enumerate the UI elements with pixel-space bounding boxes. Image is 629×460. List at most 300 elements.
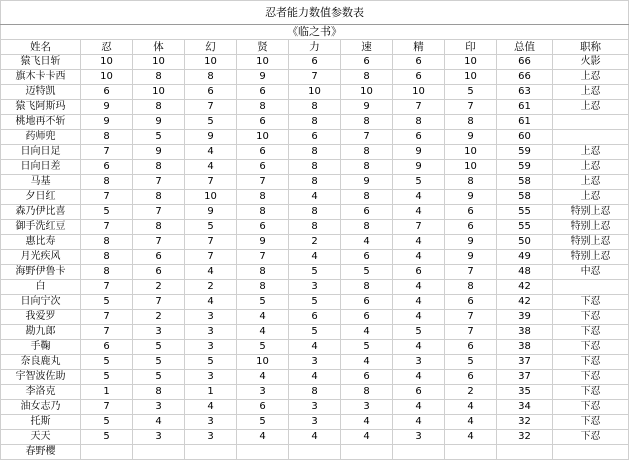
stat-cell[interactable]: 10	[237, 55, 289, 70]
stat-cell[interactable]: 4	[393, 400, 445, 415]
rank-cell[interactable]: 上忍	[553, 70, 629, 85]
header-cell[interactable]: 总值	[497, 40, 553, 55]
stat-cell[interactable]: 3	[185, 325, 237, 340]
stat-cell[interactable]: 3	[185, 430, 237, 445]
stat-cell[interactable]: 9	[445, 190, 497, 205]
stat-cell[interactable]: 4	[289, 370, 341, 385]
stat-cell[interactable]: 6	[393, 130, 445, 145]
stat-cell[interactable]: 10	[237, 355, 289, 370]
stat-cell[interactable]: 7	[133, 295, 185, 310]
stat-cell[interactable]: 7	[445, 265, 497, 280]
total-cell[interactable]: 48	[497, 265, 553, 280]
stat-cell[interactable]: 4	[445, 415, 497, 430]
stat-cell[interactable]: 8	[81, 130, 133, 145]
name-cell[interactable]: 迈特凯	[1, 85, 81, 100]
stat-cell[interactable]: 6	[445, 295, 497, 310]
total-cell[interactable]	[497, 445, 553, 460]
stat-cell[interactable]: 10	[393, 85, 445, 100]
stat-cell[interactable]: 4	[393, 295, 445, 310]
rank-cell[interactable]	[553, 280, 629, 295]
stat-cell[interactable]: 7	[185, 175, 237, 190]
stat-cell[interactable]: 5	[341, 340, 393, 355]
name-cell[interactable]: 药师兜	[1, 130, 81, 145]
rank-cell[interactable]: 下忍	[553, 415, 629, 430]
stat-cell[interactable]: 4	[185, 265, 237, 280]
header-cell[interactable]: 幻	[185, 40, 237, 55]
name-cell[interactable]: 御手洗红豆	[1, 220, 81, 235]
stat-cell[interactable]: 6	[133, 250, 185, 265]
stat-cell[interactable]: 8	[341, 145, 393, 160]
name-cell[interactable]: 猿飞日斩	[1, 55, 81, 70]
stat-cell[interactable]	[289, 445, 341, 460]
stat-cell[interactable]: 8	[133, 385, 185, 400]
name-cell[interactable]: 勘九郎	[1, 325, 81, 340]
rank-cell[interactable]: 下忍	[553, 310, 629, 325]
stat-cell[interactable]: 8	[133, 190, 185, 205]
stat-cell[interactable]: 4	[341, 235, 393, 250]
header-cell[interactable]: 印	[445, 40, 497, 55]
stat-cell[interactable]: 6	[237, 115, 289, 130]
stat-cell[interactable]: 8	[289, 145, 341, 160]
total-cell[interactable]: 59	[497, 145, 553, 160]
stat-cell[interactable]: 9	[445, 235, 497, 250]
stat-cell[interactable]: 6	[341, 310, 393, 325]
stat-cell[interactable]: 4	[289, 340, 341, 355]
stat-cell[interactable]: 8	[341, 190, 393, 205]
stat-cell[interactable]: 6	[393, 70, 445, 85]
stat-cell[interactable]: 8	[81, 235, 133, 250]
rank-cell[interactable]: 特别上忍	[553, 205, 629, 220]
stat-cell[interactable]: 8	[341, 385, 393, 400]
stat-cell[interactable]: 4	[393, 205, 445, 220]
total-cell[interactable]: 61	[497, 115, 553, 130]
stat-cell[interactable]: 7	[445, 100, 497, 115]
stat-cell[interactable]: 8	[81, 175, 133, 190]
stat-cell[interactable]: 9	[237, 70, 289, 85]
stat-cell[interactable]: 3	[237, 385, 289, 400]
stat-cell[interactable]: 3	[185, 310, 237, 325]
name-cell[interactable]: 旗木卡卡西	[1, 70, 81, 85]
stat-cell[interactable]: 8	[237, 190, 289, 205]
stat-cell[interactable]: 5	[81, 355, 133, 370]
stat-cell[interactable]: 10	[445, 145, 497, 160]
stat-cell[interactable]: 9	[341, 100, 393, 115]
stat-cell[interactable]: 5	[237, 415, 289, 430]
stat-cell[interactable]: 5	[185, 220, 237, 235]
sheet-title[interactable]: 忍者能力数值参数表	[1, 1, 629, 25]
stat-cell[interactable]: 6	[393, 385, 445, 400]
stat-cell[interactable]: 3	[341, 400, 393, 415]
stat-cell[interactable]: 1	[185, 385, 237, 400]
stat-cell[interactable]: 5	[237, 340, 289, 355]
name-cell[interactable]: 海野伊鲁卡	[1, 265, 81, 280]
stat-cell[interactable]: 8	[289, 115, 341, 130]
stat-cell[interactable]: 10	[81, 55, 133, 70]
stat-cell[interactable]: 2	[289, 235, 341, 250]
stat-cell[interactable]: 5	[133, 370, 185, 385]
name-cell[interactable]: 日向宁次	[1, 295, 81, 310]
stat-cell[interactable]: 6	[81, 340, 133, 355]
stat-cell[interactable]: 10	[133, 85, 185, 100]
stat-cell[interactable]: 3	[289, 280, 341, 295]
stat-cell[interactable]: 3	[289, 355, 341, 370]
total-cell[interactable]: 49	[497, 250, 553, 265]
stat-cell[interactable]: 6	[237, 400, 289, 415]
rank-cell[interactable]: 下忍	[553, 385, 629, 400]
stat-cell[interactable]: 8	[81, 265, 133, 280]
total-cell[interactable]: 35	[497, 385, 553, 400]
stat-cell[interactable]	[445, 445, 497, 460]
name-cell[interactable]: 李洛克	[1, 385, 81, 400]
stat-cell[interactable]: 5	[133, 130, 185, 145]
rank-cell[interactable]	[553, 130, 629, 145]
stat-cell[interactable]: 4	[393, 310, 445, 325]
rank-cell[interactable]: 下忍	[553, 400, 629, 415]
total-cell[interactable]: 55	[497, 205, 553, 220]
stat-cell[interactable]: 8	[237, 280, 289, 295]
stat-cell[interactable]: 6	[81, 85, 133, 100]
rank-cell[interactable]: 上忍	[553, 85, 629, 100]
stat-cell[interactable]	[237, 445, 289, 460]
stat-cell[interactable]: 4	[237, 325, 289, 340]
stat-cell[interactable]: 2	[133, 310, 185, 325]
stat-cell[interactable]: 10	[185, 190, 237, 205]
stat-cell[interactable]: 8	[185, 70, 237, 85]
name-cell[interactable]: 月光疾风	[1, 250, 81, 265]
stat-cell[interactable]: 6	[289, 55, 341, 70]
stat-cell[interactable]: 6	[445, 340, 497, 355]
stat-cell[interactable]: 3	[185, 370, 237, 385]
name-cell[interactable]: 手鞠	[1, 340, 81, 355]
total-cell[interactable]: 58	[497, 190, 553, 205]
stat-cell[interactable]: 4	[393, 250, 445, 265]
name-cell[interactable]: 猿飞阿斯玛	[1, 100, 81, 115]
name-cell[interactable]: 森乃伊比喜	[1, 205, 81, 220]
stat-cell[interactable]: 8	[289, 385, 341, 400]
stat-cell[interactable]: 3	[393, 430, 445, 445]
stat-cell[interactable]: 8	[341, 115, 393, 130]
stat-cell[interactable]: 7	[81, 220, 133, 235]
total-cell[interactable]: 50	[497, 235, 553, 250]
stat-cell[interactable]: 8	[133, 100, 185, 115]
stat-cell[interactable]: 4	[289, 190, 341, 205]
stat-cell[interactable]: 7	[81, 310, 133, 325]
stat-cell[interactable]: 5	[81, 295, 133, 310]
stat-cell[interactable]: 6	[133, 265, 185, 280]
stat-cell[interactable]: 7	[445, 325, 497, 340]
stat-cell[interactable]: 3	[185, 415, 237, 430]
stat-cell[interactable]	[341, 445, 393, 460]
stat-cell[interactable]: 4	[185, 160, 237, 175]
stat-cell[interactable]: 6	[393, 265, 445, 280]
total-cell[interactable]: 39	[497, 310, 553, 325]
total-cell[interactable]: 42	[497, 295, 553, 310]
stat-cell[interactable]: 5	[81, 415, 133, 430]
stat-cell[interactable]: 5	[237, 295, 289, 310]
total-cell[interactable]: 58	[497, 175, 553, 190]
stat-cell[interactable]: 9	[445, 130, 497, 145]
stat-cell[interactable]: 8	[289, 160, 341, 175]
name-cell[interactable]: 我爱罗	[1, 310, 81, 325]
stat-cell[interactable]: 6	[185, 85, 237, 100]
stat-cell[interactable]: 5	[341, 265, 393, 280]
stat-cell[interactable]: 7	[81, 400, 133, 415]
stat-cell[interactable]: 9	[237, 235, 289, 250]
stat-cell[interactable]: 4	[237, 370, 289, 385]
stat-cell[interactable]: 3	[133, 430, 185, 445]
stat-cell[interactable]: 5	[81, 430, 133, 445]
total-cell[interactable]: 61	[497, 100, 553, 115]
stat-cell[interactable]: 10	[81, 70, 133, 85]
stat-cell[interactable]: 6	[341, 295, 393, 310]
stat-cell[interactable]: 4	[341, 415, 393, 430]
stat-cell[interactable]: 1	[81, 385, 133, 400]
header-cell[interactable]: 体	[133, 40, 185, 55]
total-cell[interactable]: 32	[497, 430, 553, 445]
stat-cell[interactable]: 10	[185, 55, 237, 70]
stat-cell[interactable]: 2	[185, 280, 237, 295]
stat-cell[interactable]: 8	[289, 100, 341, 115]
stat-cell[interactable]: 8	[445, 280, 497, 295]
stat-cell[interactable]: 6	[237, 145, 289, 160]
name-cell[interactable]: 桃地再不斩	[1, 115, 81, 130]
total-cell[interactable]: 55	[497, 220, 553, 235]
rank-cell[interactable]: 火影	[553, 55, 629, 70]
stat-cell[interactable]: 6	[341, 370, 393, 385]
stat-cell[interactable]: 7	[237, 250, 289, 265]
stat-cell[interactable]: 6	[445, 220, 497, 235]
stat-cell[interactable]: 4	[393, 235, 445, 250]
stat-cell[interactable]: 5	[133, 340, 185, 355]
total-cell[interactable]: 34	[497, 400, 553, 415]
sheet-subtitle[interactable]: 《临之书》	[1, 25, 629, 40]
stat-cell[interactable]: 7	[445, 310, 497, 325]
stat-cell[interactable]: 8	[445, 175, 497, 190]
stat-cell[interactable]: 8	[133, 70, 185, 85]
rank-cell[interactable]: 下忍	[553, 340, 629, 355]
rank-cell[interactable]: 上忍	[553, 160, 629, 175]
stat-cell[interactable]: 4	[237, 430, 289, 445]
name-cell[interactable]: 宇智波佐助	[1, 370, 81, 385]
stat-cell[interactable]: 4	[393, 280, 445, 295]
stat-cell[interactable]: 4	[393, 415, 445, 430]
stat-cell[interactable]: 4	[393, 190, 445, 205]
stat-cell[interactable]: 7	[81, 280, 133, 295]
stat-cell[interactable]: 9	[185, 130, 237, 145]
stat-cell[interactable]: 3	[133, 400, 185, 415]
name-cell[interactable]: 油女志乃	[1, 400, 81, 415]
stat-cell[interactable]: 4	[185, 295, 237, 310]
header-cell[interactable]: 力	[289, 40, 341, 55]
stat-cell[interactable]: 4	[341, 325, 393, 340]
rank-cell[interactable]: 特别上忍	[553, 235, 629, 250]
stat-cell[interactable]: 9	[341, 175, 393, 190]
header-cell[interactable]: 贤	[237, 40, 289, 55]
stat-cell[interactable]: 9	[393, 160, 445, 175]
rank-cell[interactable]: 下忍	[553, 355, 629, 370]
stat-cell[interactable]: 8	[237, 265, 289, 280]
stat-cell[interactable]: 8	[341, 70, 393, 85]
stat-cell[interactable]: 3	[133, 325, 185, 340]
name-cell[interactable]: 托斯	[1, 415, 81, 430]
rank-cell[interactable]: 上忍	[553, 100, 629, 115]
stat-cell[interactable]: 7	[133, 175, 185, 190]
stat-cell[interactable]: 6	[289, 130, 341, 145]
stat-cell[interactable]: 7	[393, 220, 445, 235]
name-cell[interactable]: 惠比寿	[1, 235, 81, 250]
total-cell[interactable]: 38	[497, 340, 553, 355]
total-cell[interactable]: 59	[497, 160, 553, 175]
stat-cell[interactable]: 10	[445, 55, 497, 70]
stat-cell[interactable]: 8	[341, 280, 393, 295]
stat-cell[interactable]: 6	[445, 370, 497, 385]
stat-cell[interactable]: 5	[185, 355, 237, 370]
header-cell[interactable]: 姓名	[1, 40, 81, 55]
stat-cell[interactable]: 6	[237, 85, 289, 100]
stat-cell[interactable]	[133, 445, 185, 460]
total-cell[interactable]: 66	[497, 55, 553, 70]
stat-cell[interactable]: 9	[133, 145, 185, 160]
stat-cell[interactable]: 8	[289, 220, 341, 235]
stat-cell[interactable]: 8	[289, 175, 341, 190]
stat-cell[interactable]: 4	[393, 340, 445, 355]
header-cell[interactable]: 忍	[81, 40, 133, 55]
stat-cell[interactable]: 5	[133, 355, 185, 370]
stat-cell[interactable]: 7	[81, 190, 133, 205]
name-cell[interactable]: 天天	[1, 430, 81, 445]
rank-cell[interactable]: 特别上忍	[553, 220, 629, 235]
stat-cell[interactable]: 4	[185, 400, 237, 415]
stat-cell[interactable]: 7	[81, 145, 133, 160]
stat-cell[interactable]: 7	[185, 235, 237, 250]
stat-cell[interactable]: 5	[445, 85, 497, 100]
total-cell[interactable]: 37	[497, 355, 553, 370]
stat-cell[interactable]: 10	[237, 130, 289, 145]
total-cell[interactable]: 37	[497, 370, 553, 385]
stat-cell[interactable]: 9	[133, 115, 185, 130]
stat-cell[interactable]: 5	[289, 265, 341, 280]
stat-cell[interactable]: 8	[133, 160, 185, 175]
stat-cell[interactable]: 10	[341, 85, 393, 100]
stat-cell[interactable]: 5	[289, 325, 341, 340]
stat-cell[interactable]	[185, 445, 237, 460]
stat-cell[interactable]: 5	[393, 325, 445, 340]
header-cell[interactable]: 职称	[553, 40, 629, 55]
rank-cell[interactable]	[553, 115, 629, 130]
stat-cell[interactable]: 7	[81, 325, 133, 340]
stat-cell[interactable]: 5	[393, 175, 445, 190]
stat-cell[interactable]: 7	[185, 250, 237, 265]
stat-cell[interactable]: 6	[237, 220, 289, 235]
stat-cell[interactable]: 4	[133, 415, 185, 430]
name-cell[interactable]: 日向日差	[1, 160, 81, 175]
stat-cell[interactable]: 7	[393, 100, 445, 115]
stat-cell[interactable]: 6	[237, 160, 289, 175]
stat-cell[interactable]: 4	[445, 430, 497, 445]
stat-cell[interactable]: 2	[133, 280, 185, 295]
stat-cell[interactable]: 5	[81, 205, 133, 220]
rank-cell[interactable]: 中忍	[553, 265, 629, 280]
stat-cell[interactable]: 10	[289, 85, 341, 100]
total-cell[interactable]: 42	[497, 280, 553, 295]
total-cell[interactable]: 32	[497, 415, 553, 430]
stat-cell[interactable]: 6	[393, 55, 445, 70]
stat-cell[interactable]: 3	[289, 415, 341, 430]
rank-cell[interactable]: 下忍	[553, 370, 629, 385]
stat-cell[interactable]: 6	[341, 250, 393, 265]
stat-cell[interactable]: 9	[81, 100, 133, 115]
header-cell[interactable]: 速	[341, 40, 393, 55]
stat-cell[interactable]: 8	[237, 100, 289, 115]
name-cell[interactable]: 日向日足	[1, 145, 81, 160]
stat-cell[interactable]: 9	[445, 250, 497, 265]
stat-cell[interactable]: 7	[289, 70, 341, 85]
rank-cell[interactable]	[553, 445, 629, 460]
rank-cell[interactable]: 上忍	[553, 175, 629, 190]
name-cell[interactable]: 白	[1, 280, 81, 295]
stat-cell[interactable]: 9	[185, 205, 237, 220]
stat-cell[interactable]: 4	[445, 400, 497, 415]
stat-cell[interactable]: 7	[133, 235, 185, 250]
stat-cell[interactable]: 8	[341, 160, 393, 175]
stat-cell[interactable]: 7	[341, 130, 393, 145]
name-cell[interactable]: 奈良鹿丸	[1, 355, 81, 370]
name-cell[interactable]: 夕日红	[1, 190, 81, 205]
name-cell[interactable]: 春野樱	[1, 445, 81, 460]
stat-cell[interactable]	[81, 445, 133, 460]
stat-cell[interactable]: 6	[81, 160, 133, 175]
stat-cell[interactable]: 5	[445, 355, 497, 370]
stat-cell[interactable]: 6	[289, 310, 341, 325]
stat-cell[interactable]: 8	[341, 220, 393, 235]
stat-cell[interactable]: 5	[289, 295, 341, 310]
rank-cell[interactable]: 下忍	[553, 325, 629, 340]
stat-cell[interactable]: 8	[133, 220, 185, 235]
stat-cell[interactable]: 8	[81, 250, 133, 265]
rank-cell[interactable]: 上忍	[553, 190, 629, 205]
stat-cell[interactable]: 4	[289, 250, 341, 265]
stat-cell[interactable]: 5	[185, 115, 237, 130]
stat-cell[interactable]: 10	[133, 55, 185, 70]
rank-cell[interactable]: 上忍	[553, 145, 629, 160]
total-cell[interactable]: 38	[497, 325, 553, 340]
stat-cell[interactable]: 3	[289, 400, 341, 415]
stat-cell[interactable]: 4	[341, 355, 393, 370]
stat-cell[interactable]: 6	[341, 205, 393, 220]
stat-cell[interactable]: 5	[81, 370, 133, 385]
total-cell[interactable]: 60	[497, 130, 553, 145]
stat-cell[interactable]: 2	[445, 385, 497, 400]
stat-cell[interactable]: 4	[341, 430, 393, 445]
name-cell[interactable]: 马基	[1, 175, 81, 190]
stat-cell[interactable]: 9	[81, 115, 133, 130]
stat-cell[interactable]: 8	[289, 205, 341, 220]
stat-cell[interactable]: 8	[237, 205, 289, 220]
rank-cell[interactable]: 下忍	[553, 430, 629, 445]
rank-cell[interactable]: 下忍	[553, 295, 629, 310]
stat-cell[interactable]: 3	[185, 340, 237, 355]
stat-cell[interactable]: 3	[393, 355, 445, 370]
stat-cell[interactable]: 6	[445, 205, 497, 220]
stat-cell[interactable]: 8	[445, 115, 497, 130]
rank-cell[interactable]: 特别上忍	[553, 250, 629, 265]
header-cell[interactable]: 精	[393, 40, 445, 55]
stat-cell[interactable]: 8	[393, 115, 445, 130]
stat-cell[interactable]: 7	[237, 175, 289, 190]
total-cell[interactable]: 66	[497, 70, 553, 85]
stat-cell[interactable]: 10	[445, 160, 497, 175]
stat-cell[interactable]: 4	[393, 370, 445, 385]
